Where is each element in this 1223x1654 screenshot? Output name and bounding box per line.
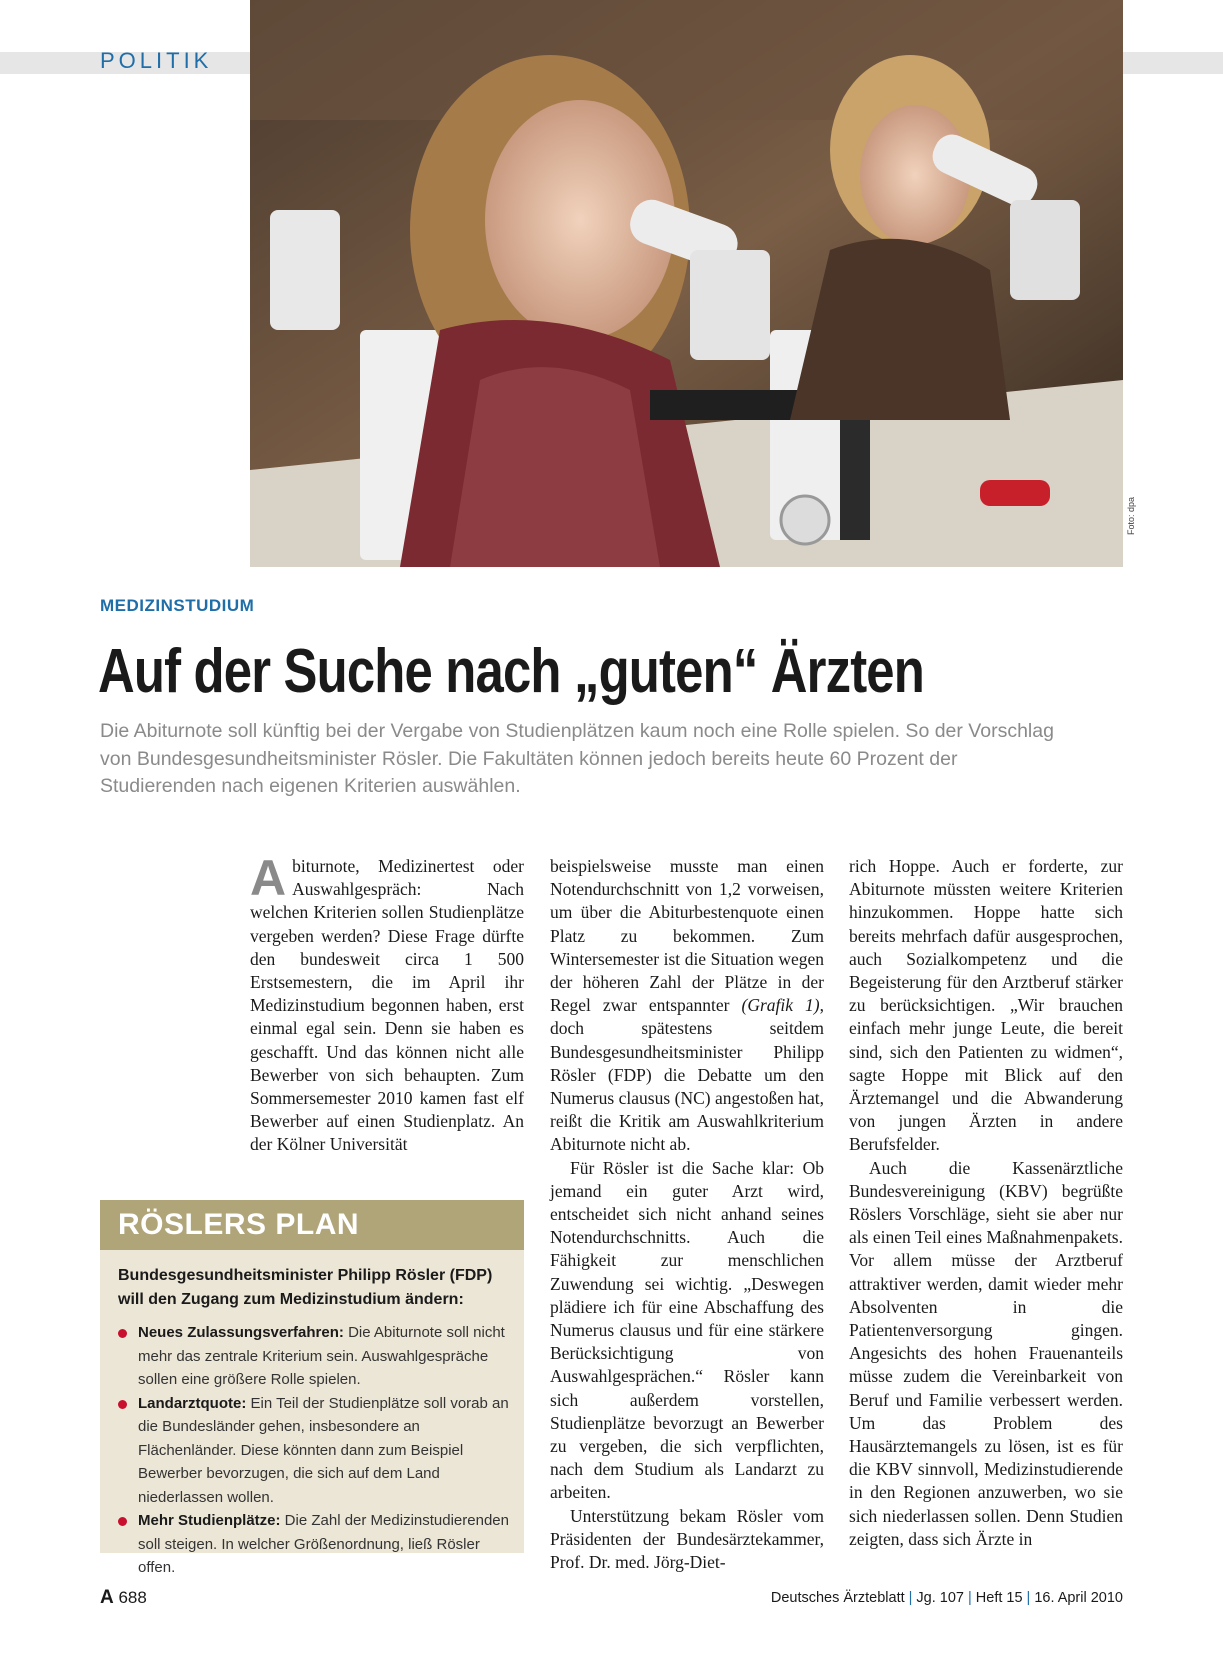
col1-text: biturnote, Medizinertest oder Auswahlgespräch: Nach welchen Kriterien sollen Studienplätze vergeben werden? Diese Frage dürfte den bundesweit circa 1 500 Erstsemestern, die im April ihr Medizinstudium begonnen haben, erst einmal egal sein. Denn sie haben es geschafft. Und das können nicht alle Bewerber von sich behaupten. Zum Sommersemester 2010 kamen fast elf Bewerber auf einen Studienplatz. An der Kölner Universität [250,856,524,1155]
info-box-intro: Bundesgesundheitsminister Philipp Rösler (FDP) will den Zugang zum Medizinstudium ändern: [118,1267,493,1308]
article-column-2 [550,855,824,1574]
info-box-title: RÖSLERS PLAN [100,1200,524,1250]
col2-paragraph-2: Für Rösler ist die Sache klar: Ob jemand ein guter Arzt wird, entscheidet sich nicht anhand seines Notendurchschnitts. Auch die Fähigkeit zur menschlichen Zuwendung sei wichtig. „Deswegen plädiere ich für eine Abschaffung des Numerus clausus und für eine stärkere Berücksichtigung von Auswahlgesprächen.“ Rösler kann sich außerdem vorstellen, Studienplätze bevorzugt an Bewerber zu vergeben, die sich verpflichten, nach dem Studium als Landarzt zu arbeiten. [550,1157,824,1503]
page-number: A 688 [100,1587,147,1608]
list-item: Landarztquote: Ein Teil der Studienplätze soll vorab an die Bundesländer gehen, insbesondere an Flächenländer. Diese könnten dann zum Beispiel Bewerber bevorzugen, die sich auf dem Land niederlassen wollen. [138,1392,510,1510]
issue: Heft 15 [975,1590,1023,1606]
section-label: POLITIK [100,48,213,73]
bullet-icon [118,1329,127,1338]
volume: Jg. 107 [916,1590,964,1606]
photo-credit: Foto: dpa [1126,496,1136,535]
lead-paragraph: Die Abiturnote soll künftig bei der Vergabe von Studienplätzen kaum noch eine Rolle spielen. So der Vorschlag von Bundesgesundheitsminister Rösler. Die Fakultäten können jedoch bereits heute 60 Prozent der Studierenden nach eigenen Kriterien auswählen. [100,720,1054,797]
date: 16. April 2010 [1034,1590,1123,1606]
headline: Auf der Suche nach „guten“ Ärzten [98,637,925,706]
info-box [100,1200,524,1576]
article-photo [250,0,1123,567]
list-item: Neues Zulassungsverfahren: Die Abiturnote soll nicht mehr das zentrale Kriterium sein. Auswahlgespräche sollen eine größere Rolle spielen. [138,1321,510,1392]
bullet-icon [118,1400,127,1409]
col2-paragraph-1: beispielsweise musste man einen Notendurchschnitt von 1,2 vorweisen, um über die Abiturbestenquote einen Platz zu bekommen. Zum Wintersemester ist die Situation wegen der höheren Zahl der Plätze in der Regel zwar entspannter (Grafik 1), doch spätestens seitdem Bundesgesundheitsminister Philipp Rösler (FDP) die Debatte um den Numerus clausus (NC) angestoßen hat, reißt die Kritik am Auswahlkriterium Abiturnote nicht ab. [550,856,824,1155]
list-item: Mehr Studienplätze: Die Zahl der Medizinstudierenden soll steigen. In welcher Größenordnung, ließ Rösler offen. [138,1509,510,1580]
col3-paragraph-2: Auch die Kassenärztliche Bundesvereinigung (KBV) begrüßte Röslers Vorschläge, sieht sie aber nur als einen Teil eines Maßnahmenpakets. Vor allem müsse der Arztberuf attraktiver werden, damit wieder mehr Absolventen in die Patientenversorgung gingen. Angesichts des hohen Frauenanteils müsse zudem die Vereinbarkeit von Beruf und Familie verbessert werden. Um das Problem des Hausärztemangels zu lösen, ist es für die KBV sinnvoll, Medizinstudierende in den Regionen anzuwerben, wo sie sich niederlassen sollen. Denn Studien zeigten, dass sich Ärzte in [849,1157,1123,1549]
article-column-3 [849,855,1123,1551]
col2-paragraph-3: Unterstützung bekam Rösler vom Präsidenten der Bundesärztekammer, Prof. Dr. med. Jörg-Diet- [550,1505,824,1573]
col3-paragraph-1: rich Hoppe. Auch er forderte, zur Abiturnote müssten weitere Kriterien hinzukommen. Hoppe hatte sich bereits mehrfach dafür ausgesprochen, auch Sozialkompetenz und die Begeisterung für den Arztberuf stärker zu berücksichtigen. „Wir brauchen einfach mehr junge Leute, die bereit sind, sich den Patienten zu widmen“, sagte Hoppe mit Blick auf den Ärztemangel und die Abwanderung von jungen Ärzten in andere Berufsfelder. [849,856,1123,1155]
info-box-list [100,1321,524,1580]
graphic-reference: (Grafik 1) [741,995,820,1016]
journal-name: Deutsches Ärzteblatt [770,1590,905,1606]
bullet-icon [118,1517,127,1526]
article-column-1 [250,850,524,1157]
drop-cap: A [250,850,287,906]
kicker: MEDIZINSTUDIUM [100,596,255,615]
publication-info: Deutsches Ärzteblatt | Jg. 107 | Heft 15 | 16. April 2010 [770,1590,1123,1606]
